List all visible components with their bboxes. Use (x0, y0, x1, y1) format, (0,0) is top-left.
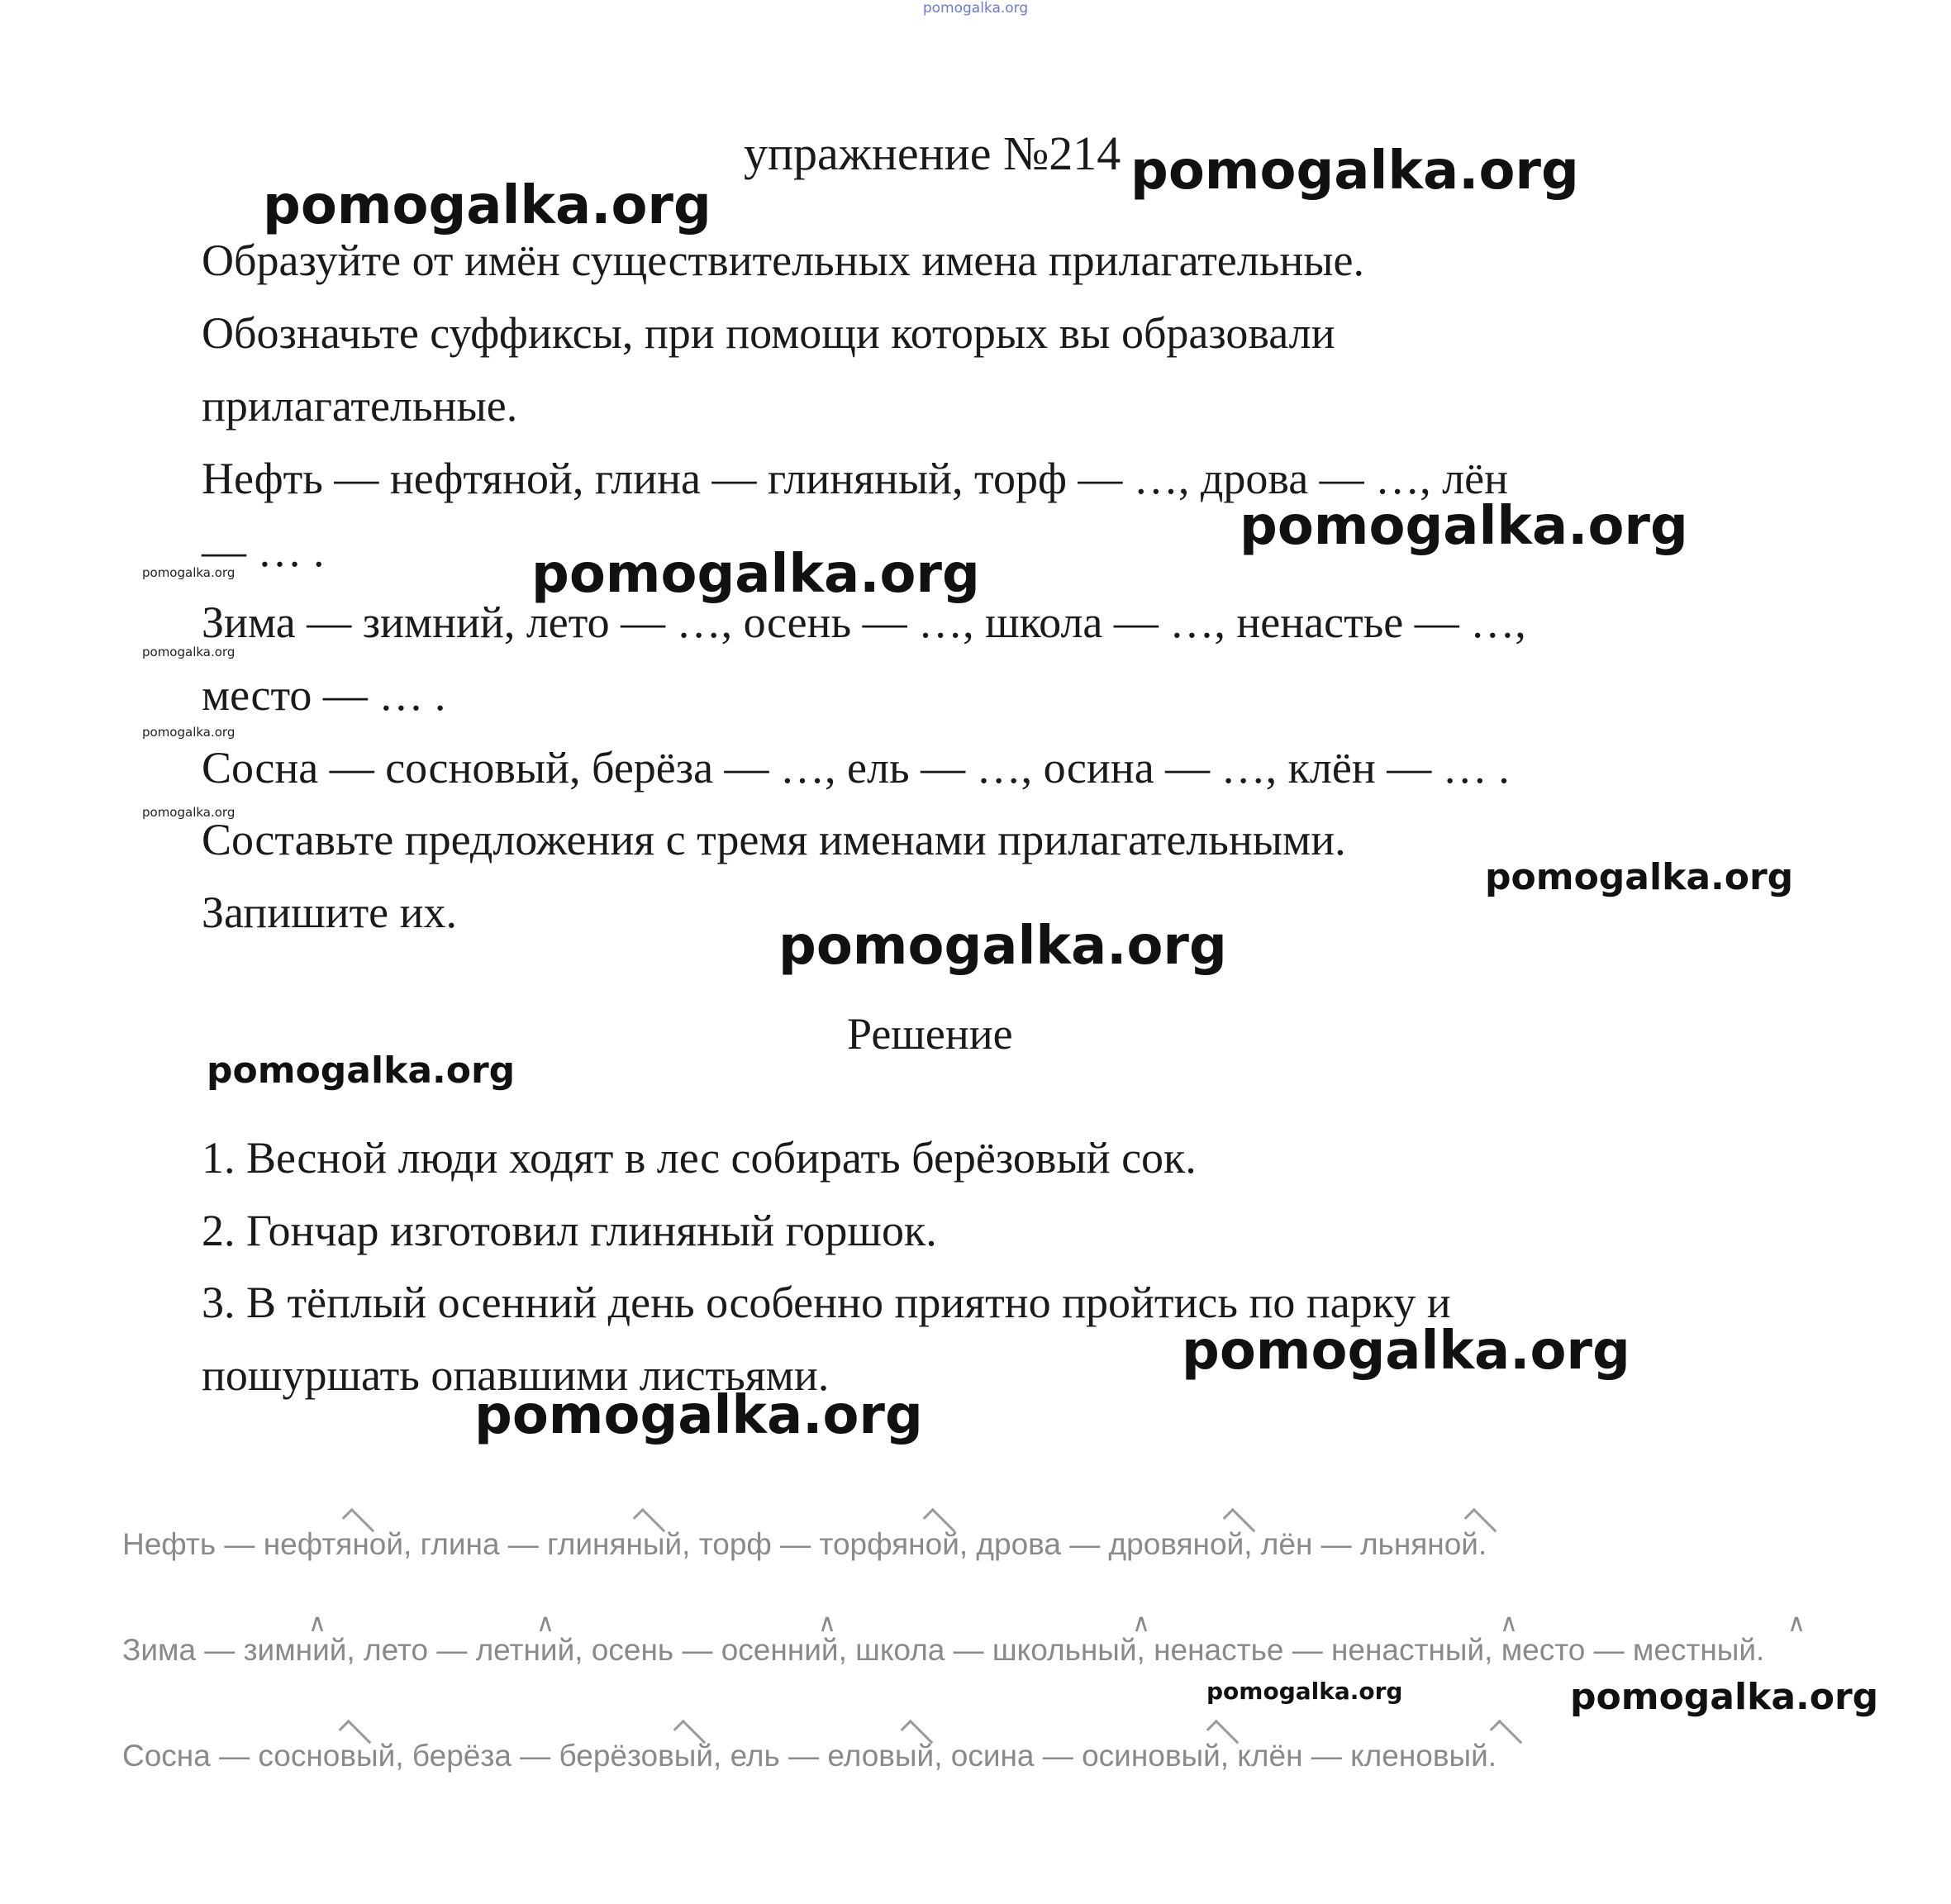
watermark: pomogalka.org (1182, 1321, 1630, 1382)
answer-key-line: Нефть — нефтяной, глина — глиняный, торф — торфяной, дрова — дровяной, лён — льняной. (122, 1527, 1487, 1561)
watermark: pomogalka.org (1206, 1678, 1403, 1705)
watermark: pomogalka.org (1570, 1676, 1879, 1718)
task-line: прилагательные. (202, 381, 518, 431)
task-line: Запишите их. (202, 888, 458, 937)
exercise-heading: упражнение №214 (744, 126, 1121, 180)
task-line: Сосна — сосновый, берёза — …, ель — …, осина — …, клён — … . (202, 743, 1510, 793)
answer-key-line: Зима — зимний, лето — летний, осень — осенний, школа — школьный, ненастье — ненастный, место — местный. (122, 1633, 1765, 1667)
watermark: pomogalka.org (1485, 856, 1794, 898)
task-line: место — … . (202, 670, 446, 720)
solution-title: Решение (847, 1009, 1013, 1059)
watermark-small: pomogalka.org (142, 805, 236, 820)
suffix-mark: ∧ (818, 1610, 836, 1637)
solution-line: 2. Гончар изготовил глиняный горшок. (202, 1206, 937, 1255)
watermark: pomogalka.org (207, 1050, 516, 1092)
watermark-small: pomogalka.org (142, 645, 236, 659)
suffix-mark: ∧ (1787, 1610, 1806, 1637)
watermark: pomogalka.org (778, 916, 1227, 977)
suffix-mark: ∧ (1500, 1610, 1518, 1637)
watermark-small: pomogalka.org (142, 565, 236, 580)
watermark: pomogalka.org (1130, 140, 1579, 202)
watermark-small: pomogalka.org (142, 725, 236, 740)
task-line: Обозначьте суффиксы, при помощи которых вы образовали (202, 308, 1335, 358)
watermark: pomogalka.org (531, 544, 980, 605)
watermark: pomogalka.org (474, 1385, 923, 1446)
task-line: Нефть — нефтяной, глина — глиняный, торф — …, дрова — …, лён (202, 454, 1508, 503)
answer-key-line: Сосна — сосновый, берёза — берёзовый, ель — еловый, осина — осиновый, клён — кленовый. (122, 1739, 1497, 1773)
solution-line: 1. Весной люди ходят в лес собирать берёзовый сок. (202, 1133, 1197, 1183)
task-line: Составьте предложения с тремя именами прилагательными. (202, 815, 1346, 864)
solution-line: пошуршать опавшими листьями. (202, 1350, 830, 1400)
task-line: Зима — зимний, лето — …, осень — …, школа — …, ненастье — …, (202, 597, 1526, 647)
solution-line: 3. В тёплый осенний день особенно приятно пройтись по парку и (202, 1278, 1451, 1327)
suffix-mark: ∧ (536, 1610, 554, 1637)
task-line: Образуйте от имён существительных имена прилагательные. (202, 236, 1364, 285)
task-line: — … . (202, 526, 325, 576)
watermark: pomogalka.org (1240, 496, 1688, 557)
suffix-mark: ∧ (1132, 1610, 1150, 1637)
suffix-mark: ∧ (308, 1610, 326, 1637)
site-url-watermark: pomogalka.org (922, 0, 1029, 17)
watermark: pomogalka.org (263, 175, 711, 236)
